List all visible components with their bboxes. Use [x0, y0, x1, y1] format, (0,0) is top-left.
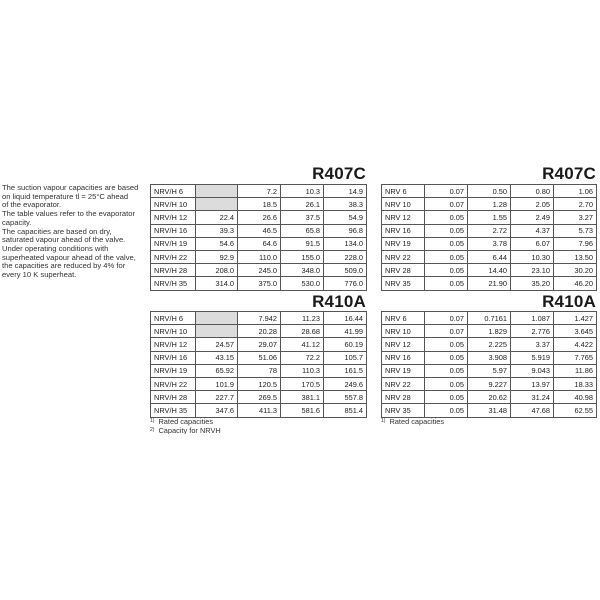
- model-cell: NRV/H 12: [151, 338, 196, 351]
- table-row: [382, 250, 597, 263]
- value-cell: 65.8: [281, 224, 324, 237]
- value-cell: 92.9: [196, 250, 238, 263]
- model-cell: NRV/H 35: [151, 404, 196, 417]
- table-row: [151, 264, 367, 277]
- table-row: [151, 277, 367, 290]
- model-cell: NRV 16: [382, 351, 425, 364]
- note-line: on liquid temperature tl = 25°C ahead: [2, 191, 129, 201]
- table-row: [382, 185, 597, 198]
- table-row: [151, 391, 367, 404]
- value-cell: 0.80: [511, 185, 554, 198]
- table-row: [382, 391, 597, 404]
- value-cell: 776.0: [324, 277, 367, 290]
- value-cell: 1.829: [468, 325, 511, 338]
- value-cell: 134.0: [324, 237, 367, 250]
- table-row: [151, 325, 367, 338]
- value-cell: 7.765: [554, 351, 597, 364]
- value-cell: 78: [238, 364, 281, 377]
- value-cell: 0.07: [425, 312, 468, 325]
- model-cell: NRV 6: [382, 185, 425, 198]
- table-row: [382, 198, 597, 211]
- model-cell: NRV/H 19: [151, 364, 196, 377]
- value-cell: 41.99: [324, 325, 367, 338]
- note-line: of the evaporator.: [2, 200, 62, 210]
- model-cell: NRV/H 28: [151, 264, 196, 277]
- value-cell: 0.05: [425, 364, 468, 377]
- value-cell: 1.427: [554, 312, 597, 325]
- value-cell: 3.645: [554, 325, 597, 338]
- model-cell: NRV/H 6: [151, 185, 196, 198]
- table-row: [382, 312, 597, 325]
- value-cell: 13.50: [554, 250, 597, 263]
- value-cell: 5.97: [468, 364, 511, 377]
- value-cell: 30.20: [554, 264, 597, 277]
- value-cell: 2.05: [511, 198, 554, 211]
- value-cell: 5.919: [511, 351, 554, 364]
- value-cell: 23.10: [511, 264, 554, 277]
- value-cell: 46.5: [238, 224, 281, 237]
- footnote-mark: 2): [150, 427, 155, 433]
- empty-cell: [196, 312, 238, 325]
- table-row: [382, 211, 597, 224]
- value-cell: 3.78: [468, 237, 511, 250]
- value-cell: 314.0: [196, 277, 238, 290]
- value-cell: 509.0: [324, 264, 367, 277]
- value-cell: 11.23: [281, 312, 324, 325]
- model-cell: NRV/H 22: [151, 377, 196, 390]
- table-row: [382, 351, 597, 364]
- model-cell: NRV 22: [382, 377, 425, 390]
- empty-cell: [196, 185, 238, 198]
- footnote-right-1: [381, 417, 531, 426]
- value-cell: 120.5: [238, 377, 281, 390]
- value-cell: 91.5: [281, 237, 324, 250]
- table-left-r407c: [150, 184, 367, 291]
- model-cell: NRV 28: [382, 391, 425, 404]
- value-cell: 29.07: [238, 338, 281, 351]
- value-cell: 6.07: [511, 237, 554, 250]
- footnote-mark: 1): [381, 418, 386, 424]
- value-cell: 9.227: [468, 377, 511, 390]
- table-row: [382, 404, 597, 417]
- value-cell: 16.44: [324, 312, 367, 325]
- model-cell: NRV 35: [382, 404, 425, 417]
- model-cell: NRV/H 10: [151, 198, 196, 211]
- value-cell: 40.98: [554, 391, 597, 404]
- value-cell: 3.37: [511, 338, 554, 351]
- table-row: [382, 237, 597, 250]
- value-cell: 0.05: [425, 351, 468, 364]
- empty-cell: [196, 325, 238, 338]
- model-cell: NRV/H 35: [151, 277, 196, 290]
- footnote-left-2: [150, 426, 300, 434]
- model-cell: NRV 12: [382, 338, 425, 351]
- value-cell: 347.6: [196, 404, 238, 417]
- footnote-mark: 1): [150, 418, 155, 424]
- value-cell: 2.776: [511, 325, 554, 338]
- value-cell: 2.225: [468, 338, 511, 351]
- value-cell: 0.07: [425, 325, 468, 338]
- value-cell: 2.70: [554, 198, 597, 211]
- note-line: saturated vapour ahead of the valve.: [2, 235, 126, 245]
- value-cell: 228.0: [324, 250, 367, 263]
- model-cell: NRV/H 22: [151, 250, 196, 263]
- value-cell: 21.90: [468, 277, 511, 290]
- table-row: [151, 377, 367, 390]
- value-cell: 1.06: [554, 185, 597, 198]
- value-cell: 43.15: [196, 351, 238, 364]
- model-cell: NRV 10: [382, 325, 425, 338]
- value-cell: 7.96: [554, 237, 597, 250]
- value-cell: 101.9: [196, 377, 238, 390]
- table-row: [151, 224, 367, 237]
- value-cell: 105.7: [324, 351, 367, 364]
- value-cell: 28.68: [281, 325, 324, 338]
- note-line: The suction vapour capacities are based: [2, 183, 139, 192]
- value-cell: 51.06: [238, 351, 281, 364]
- value-cell: 0.05: [425, 211, 468, 224]
- table-row: [151, 351, 367, 364]
- value-cell: 0.05: [425, 377, 468, 390]
- value-cell: 2.72: [468, 224, 511, 237]
- model-cell: NRV/H 12: [151, 211, 196, 224]
- note-line: The table values refer to the evaporator: [2, 209, 135, 219]
- table-row: [382, 325, 597, 338]
- value-cell: 208.0: [196, 264, 238, 277]
- value-cell: 14.9: [324, 185, 367, 198]
- value-cell: 4.422: [554, 338, 597, 351]
- value-cell: 37.5: [281, 211, 324, 224]
- value-cell: 41.12: [281, 338, 324, 351]
- value-cell: 0.07: [425, 198, 468, 211]
- model-cell: NRV 16: [382, 224, 425, 237]
- footnotes-right: [381, 417, 531, 426]
- value-cell: 557.8: [324, 391, 367, 404]
- value-cell: 581.6: [281, 404, 324, 417]
- value-cell: 10.3: [281, 185, 324, 198]
- value-cell: 5.73: [554, 224, 597, 237]
- value-cell: 375.0: [238, 277, 281, 290]
- value-cell: 249.6: [324, 377, 367, 390]
- value-cell: 39.3: [196, 224, 238, 237]
- value-cell: 2.49: [511, 211, 554, 224]
- value-cell: 7.942: [238, 312, 281, 325]
- value-cell: 31.48: [468, 404, 511, 417]
- table-row: [151, 312, 367, 325]
- value-cell: 62.55: [554, 404, 597, 417]
- value-cell: 0.05: [425, 264, 468, 277]
- value-cell: 155.0: [281, 250, 324, 263]
- value-cell: 13.97: [511, 377, 554, 390]
- value-cell: 14.40: [468, 264, 511, 277]
- value-cell: 530.0: [281, 277, 324, 290]
- note-line: capacity.: [2, 217, 32, 227]
- note-line: Under operating conditions with: [2, 243, 109, 253]
- model-cell: NRV/H 16: [151, 224, 196, 237]
- table-row: [382, 264, 597, 277]
- value-cell: 35.20: [511, 277, 554, 290]
- footnote-text: Rated capacities: [389, 417, 445, 426]
- table-row: [151, 198, 367, 211]
- value-cell: 3.908: [468, 351, 511, 364]
- footnote-left-1: [150, 417, 300, 426]
- value-cell: 0.7161: [468, 312, 511, 325]
- value-cell: 0.50: [468, 185, 511, 198]
- value-cell: 9.043: [511, 364, 554, 377]
- note-line: The capacities are based on dry,: [2, 226, 112, 236]
- model-cell: NRV/H 10: [151, 325, 196, 338]
- heading-right-r410a: R410A: [542, 292, 596, 311]
- value-cell: 26.6: [238, 211, 281, 224]
- value-cell: 54.6: [196, 237, 238, 250]
- value-cell: 64.6: [238, 237, 281, 250]
- model-cell: NRV 28: [382, 264, 425, 277]
- value-cell: 54.9: [324, 211, 367, 224]
- value-cell: 24.57: [196, 338, 238, 351]
- footnote-text: Rated capacities: [158, 417, 214, 426]
- table-row: [151, 250, 367, 263]
- value-cell: 1.28: [468, 198, 511, 211]
- value-cell: 22.4: [196, 211, 238, 224]
- footnotes-left: [150, 417, 300, 434]
- value-cell: 72.2: [281, 351, 324, 364]
- value-cell: 6.44: [468, 250, 511, 263]
- value-cell: 269.5: [238, 391, 281, 404]
- value-cell: 18.33: [554, 377, 597, 390]
- value-cell: 20.62: [468, 391, 511, 404]
- value-cell: 161.5: [324, 364, 367, 377]
- value-cell: 0.05: [425, 224, 468, 237]
- value-cell: 31.24: [511, 391, 554, 404]
- value-cell: 47.68: [511, 404, 554, 417]
- value-cell: 0.05: [425, 338, 468, 351]
- model-cell: NRV 19: [382, 364, 425, 377]
- model-cell: NRV/H 6: [151, 312, 196, 325]
- model-cell: NRV 22: [382, 250, 425, 263]
- value-cell: 0.05: [425, 391, 468, 404]
- value-cell: 411.3: [238, 404, 281, 417]
- heading-left-r410a: R410A: [312, 292, 366, 311]
- value-cell: 0.05: [425, 237, 468, 250]
- value-cell: 10.30: [511, 250, 554, 263]
- value-cell: 0.05: [425, 404, 468, 417]
- table-row: [382, 277, 597, 290]
- empty-cell: [196, 198, 238, 211]
- table-row: [382, 377, 597, 390]
- value-cell: 65.92: [196, 364, 238, 377]
- value-cell: 851.4: [324, 404, 367, 417]
- note-line: superheated vapour ahead of the valve,: [2, 252, 136, 262]
- value-cell: 38.3: [324, 198, 367, 211]
- model-cell: NRV 10: [382, 198, 425, 211]
- value-cell: 110.3: [281, 364, 324, 377]
- value-cell: 245.0: [238, 264, 281, 277]
- value-cell: 170.5: [281, 377, 324, 390]
- note-line: the capacities are reduced by 4% for: [2, 261, 126, 271]
- value-cell: 227.7: [196, 391, 238, 404]
- value-cell: 18.5: [238, 198, 281, 211]
- model-cell: NRV/H 28: [151, 391, 196, 404]
- value-cell: 96.8: [324, 224, 367, 237]
- value-cell: 1.55: [468, 211, 511, 224]
- table-row: [151, 364, 367, 377]
- value-cell: 46.20: [554, 277, 597, 290]
- table-row: [382, 364, 597, 377]
- value-cell: 0.05: [425, 277, 468, 290]
- heading-right-r407c: R407C: [542, 164, 596, 183]
- value-cell: 60.19: [324, 338, 367, 351]
- value-cell: 4.37: [511, 224, 554, 237]
- table-right-r407c: [381, 184, 597, 291]
- value-cell: 11.86: [554, 364, 597, 377]
- model-cell: NRV/H 19: [151, 237, 196, 250]
- table-row: [151, 237, 367, 250]
- table-right-r410a: [381, 311, 597, 418]
- model-cell: NRV 35: [382, 277, 425, 290]
- heading-left-r407c: R407C: [312, 164, 366, 183]
- footnote-text: Capacity for NRVH: [158, 426, 221, 434]
- value-cell: 7.2: [238, 185, 281, 198]
- model-cell: NRV 6: [382, 312, 425, 325]
- value-cell: 348.0: [281, 264, 324, 277]
- value-cell: 0.07: [425, 185, 468, 198]
- table-left-r410a: [150, 311, 367, 418]
- value-cell: 110.0: [238, 250, 281, 263]
- value-cell: 20.28: [238, 325, 281, 338]
- model-cell: NRV 12: [382, 211, 425, 224]
- model-cell: NRV 19: [382, 237, 425, 250]
- value-cell: 381.1: [281, 391, 324, 404]
- model-cell: NRV/H 16: [151, 351, 196, 364]
- table-row: [151, 185, 367, 198]
- value-cell: 26.1: [281, 198, 324, 211]
- value-cell: 3.27: [554, 211, 597, 224]
- note-line: every 10 K superheat.: [2, 270, 77, 280]
- table-row: [382, 224, 597, 237]
- table-row: [151, 338, 367, 351]
- value-cell: 0.05: [425, 250, 468, 263]
- table-row: [382, 338, 597, 351]
- table-row: [151, 211, 367, 224]
- notes-block: [2, 184, 148, 280]
- value-cell: 1.087: [511, 312, 554, 325]
- table-row: [151, 404, 367, 417]
